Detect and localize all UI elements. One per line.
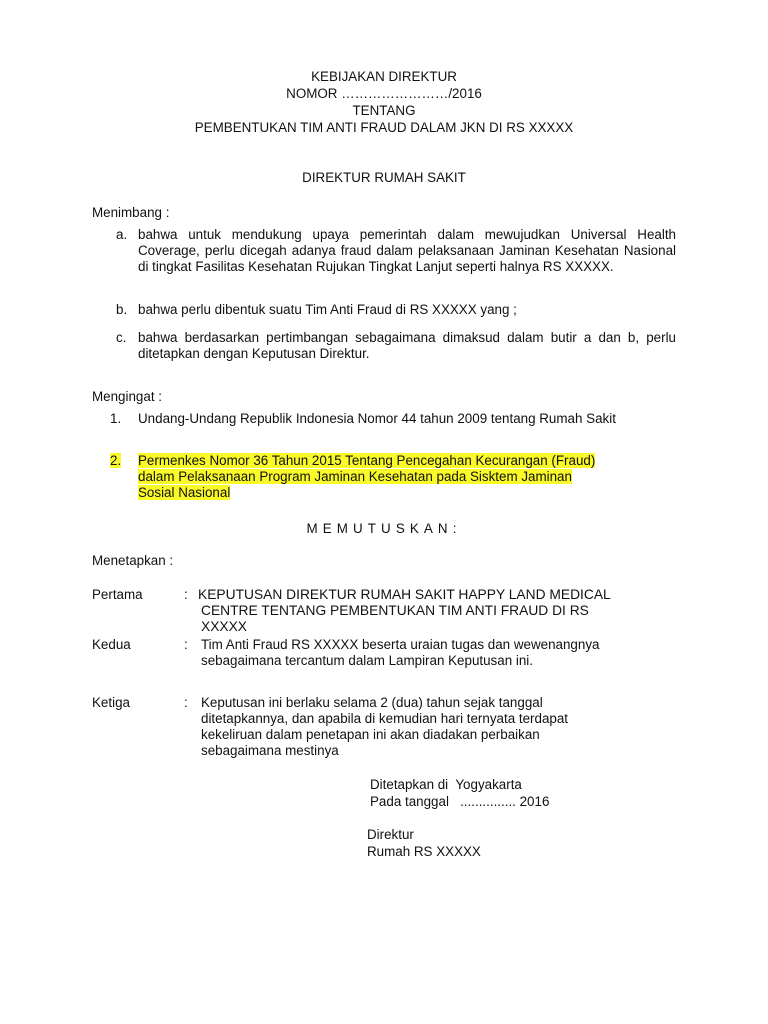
menimbang-item-c: bahwa berdasarkan pertimbangan sebagaimana dimaksud dalam butir a dan b, perlu ditetapkan dengan Keputusan Direktur. bbox=[138, 330, 676, 361]
ketiga-colon: : bbox=[184, 695, 188, 710]
ketiga-text bbox=[201, 695, 568, 759]
pertama-line: KEPUTUSAN DIREKTUR RUMAH SAKIT HAPPY LAND MEDICAL bbox=[198, 587, 611, 602]
kedua-line: sebagaimana tercantum dalam Lampiran Keputusan ini. bbox=[201, 653, 533, 668]
menimbang-item-a: bahwa untuk mendukung upaya pemerintah dalam mewujudkan Universal Health Coverage, perlu dicegah adanya fraud dalam pelaksanaan Jaminan Kesehatan Nasional di tingkat Fasilitas Kesehatan Rujukan Tingkat Lanjut seperti halnya RS XXXXX. bbox=[138, 227, 676, 274]
doc-subject: PEMBENTUKAN TIM ANTI FRAUD DALAM JKN DI RS XXXXX bbox=[194, 120, 574, 135]
pertama-line: XXXXX bbox=[201, 619, 248, 634]
signature-date: Pada tanggal ............... 2016 bbox=[370, 794, 550, 809]
pertama-colon: : bbox=[184, 587, 188, 602]
kedua-text bbox=[201, 637, 599, 669]
signature-institution: Rumah RS XXXXX bbox=[367, 844, 481, 859]
menimbang-heading: Menimbang : bbox=[92, 205, 170, 220]
kedua-line: Tim Anti Fraud RS XXXXX beserta uraian tugas dan wewenangnya bbox=[201, 637, 600, 652]
kedua-label: Kedua bbox=[92, 637, 131, 652]
ketiga-line: sebagaimana mestinya bbox=[201, 743, 339, 758]
doc-number: NOMOR ……………………/2016 bbox=[286, 86, 482, 101]
kedua-colon: : bbox=[184, 637, 188, 652]
mengingat-marker-2-text: 2. bbox=[110, 453, 122, 468]
highlighted-text: Sosial Nasional bbox=[138, 485, 231, 500]
mengingat-marker-2 bbox=[110, 453, 121, 469]
mengingat-item-2 bbox=[138, 453, 698, 501]
highlighted-text: Permenkes Nomor 36 Tahun 2015 Tentang Pencegahan Kecurangan (Fraud) bbox=[138, 453, 596, 468]
memutuskan-heading: MEMUTUSKAN: bbox=[306, 521, 462, 536]
ketiga-line: kekeliruan dalam penetapan ini akan diadakan perbaikan bbox=[201, 727, 540, 742]
mengingat-heading: Mengingat : bbox=[92, 389, 162, 404]
menimbang-marker-b: b. bbox=[116, 302, 128, 317]
mengingat-item-2-line bbox=[138, 485, 698, 501]
mengingat-item-2-line bbox=[138, 453, 698, 469]
signature-place: Ditetapkan di Yogyakarta bbox=[370, 777, 522, 792]
doc-issuer: DIREKTUR RUMAH SAKIT bbox=[302, 170, 466, 185]
pertama-text bbox=[198, 587, 611, 635]
mengingat-item-1: Undang-Undang Republik Indonesia Nomor 44 tahun 2009 tentang Rumah Sakit bbox=[138, 411, 616, 426]
menimbang-marker-a: a. bbox=[116, 227, 128, 242]
ketiga-line: Keputusan ini berlaku selama 2 (dua) tahun sejak tanggal bbox=[201, 695, 543, 710]
menimbang-item-b: bahwa perlu dibentuk suatu Tim Anti Fraud di RS XXXXX yang ; bbox=[138, 302, 517, 317]
pertama-label: Pertama bbox=[92, 587, 143, 602]
pertama-line: CENTRE TENTANG PEMBENTUKAN TIM ANTI FRAUD DI RS bbox=[201, 603, 589, 618]
highlighted-text: dalam Pelaksanaan Program Jaminan Kesehatan pada Sisktem Jaminan bbox=[138, 469, 572, 484]
menetapkan-heading: Menetapkan : bbox=[92, 553, 174, 568]
doc-title: KEBIJAKAN DIREKTUR bbox=[311, 69, 457, 84]
doc-tentang: TENTANG bbox=[352, 103, 416, 118]
mengingat-item-2-line bbox=[138, 469, 698, 485]
ketiga-label: Ketiga bbox=[92, 695, 130, 710]
menimbang-marker-c: c. bbox=[116, 330, 127, 345]
signature-title: Direktur bbox=[367, 827, 414, 842]
ketiga-line: ditetapkannya, dan apabila di kemudian hari ternyata terdapat bbox=[201, 711, 569, 726]
mengingat-marker-1: 1. bbox=[110, 411, 122, 426]
